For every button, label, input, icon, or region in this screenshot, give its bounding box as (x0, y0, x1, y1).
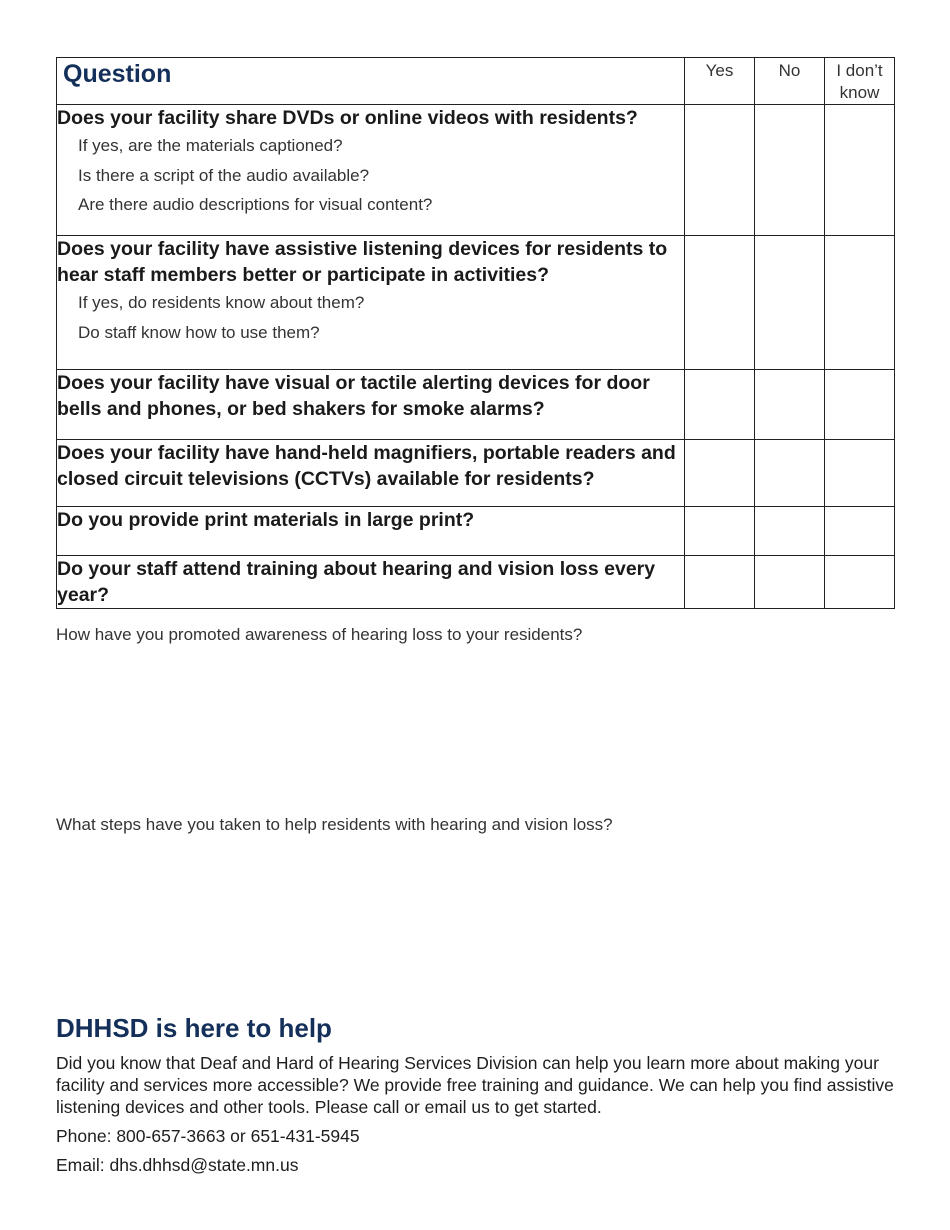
yes-answer-cell[interactable] (685, 556, 755, 609)
question-cell (57, 105, 685, 236)
question-text: Does your facility have assistive listening devices for residents to hear staff members better or participate in activities? (57, 238, 668, 286)
yes-answer-cell[interactable] (685, 507, 755, 556)
question-text: Do you provide print materials in large print? (57, 509, 475, 531)
no-answer-cell[interactable] (755, 440, 825, 507)
questionnaire-table (56, 57, 895, 609)
question-text: Does your facility have visual or tactile alerting devices for door bells and phones, or bed shakers for smoke alarms? (57, 372, 650, 420)
question-cell (57, 236, 685, 370)
question-text: Does your facility share DVDs or online videos with residents? (57, 107, 638, 129)
no-answer-cell[interactable] (755, 370, 825, 440)
yes-answer-cell[interactable] (685, 236, 755, 370)
question-text: Does your facility have hand-held magnifiers, portable readers and closed circuit televisions (CCTVs) available for residents? (57, 442, 676, 490)
sub-question-text: If yes, are the materials captioned? (78, 136, 343, 155)
table-row (57, 370, 895, 440)
table-row (57, 556, 895, 609)
sub-question-text: Do staff know how to use them? (78, 322, 320, 342)
table-row (57, 236, 895, 370)
no-answer-cell[interactable] (755, 236, 825, 370)
no-answer-cell[interactable] (755, 105, 825, 236)
awareness-prompt: How have you promoted awareness of hearing loss to your residents? (56, 625, 583, 644)
sub-question-text: Are there audio descriptions for visual content? (78, 195, 433, 214)
table-row (57, 105, 895, 236)
dont-know-answer-cell[interactable] (825, 440, 895, 507)
dont-know-answer-cell[interactable] (825, 556, 895, 609)
phone-contact: Phone: 800-657-3663 or 651-431-5945 (56, 1126, 360, 1146)
dont-know-answer-cell[interactable] (825, 507, 895, 556)
no-answer-cell[interactable] (755, 556, 825, 609)
yes-column-header: Yes (685, 58, 755, 105)
help-section-body: Did you know that Deaf and Hard of Hearing Services Division can help you learn more about making your facility and services more accessible? We provide free training and guidance. We can help you find assistive listening devices and other tools. Please call or email us to get started. (56, 1053, 894, 1117)
dont-know-answer-cell[interactable] (825, 370, 895, 440)
sub-question-text: Is there a script of the audio available? (78, 165, 370, 185)
no-answer-cell[interactable] (755, 507, 825, 556)
yes-answer-cell[interactable] (685, 370, 755, 440)
help-section-title: DHHSD is here to help (56, 1013, 332, 1043)
no-column-header: No (755, 58, 825, 105)
table-row (57, 507, 895, 556)
steps-prompt: What steps have you taken to help residents with hearing and vision loss? (56, 815, 613, 834)
dont-know-answer-cell[interactable] (825, 105, 895, 236)
question-cell (57, 507, 685, 556)
question-cell (57, 370, 685, 440)
question-cell (57, 440, 685, 507)
table-header-row (57, 58, 895, 105)
yes-answer-cell[interactable] (685, 105, 755, 236)
table-row (57, 440, 895, 507)
dont-know-answer-cell[interactable] (825, 236, 895, 370)
dont-know-column-header: I don’t know (825, 58, 895, 105)
yes-answer-cell[interactable] (685, 440, 755, 507)
question-cell (57, 556, 685, 609)
sub-question-text: If yes, do residents know about them? (78, 293, 365, 312)
question-column-header: Question (57, 58, 685, 105)
question-text: Do your staff attend training about hearing and vision loss every year? (57, 558, 656, 606)
email-contact: Email: dhs.dhhsd@state.mn.us (56, 1155, 299, 1175)
